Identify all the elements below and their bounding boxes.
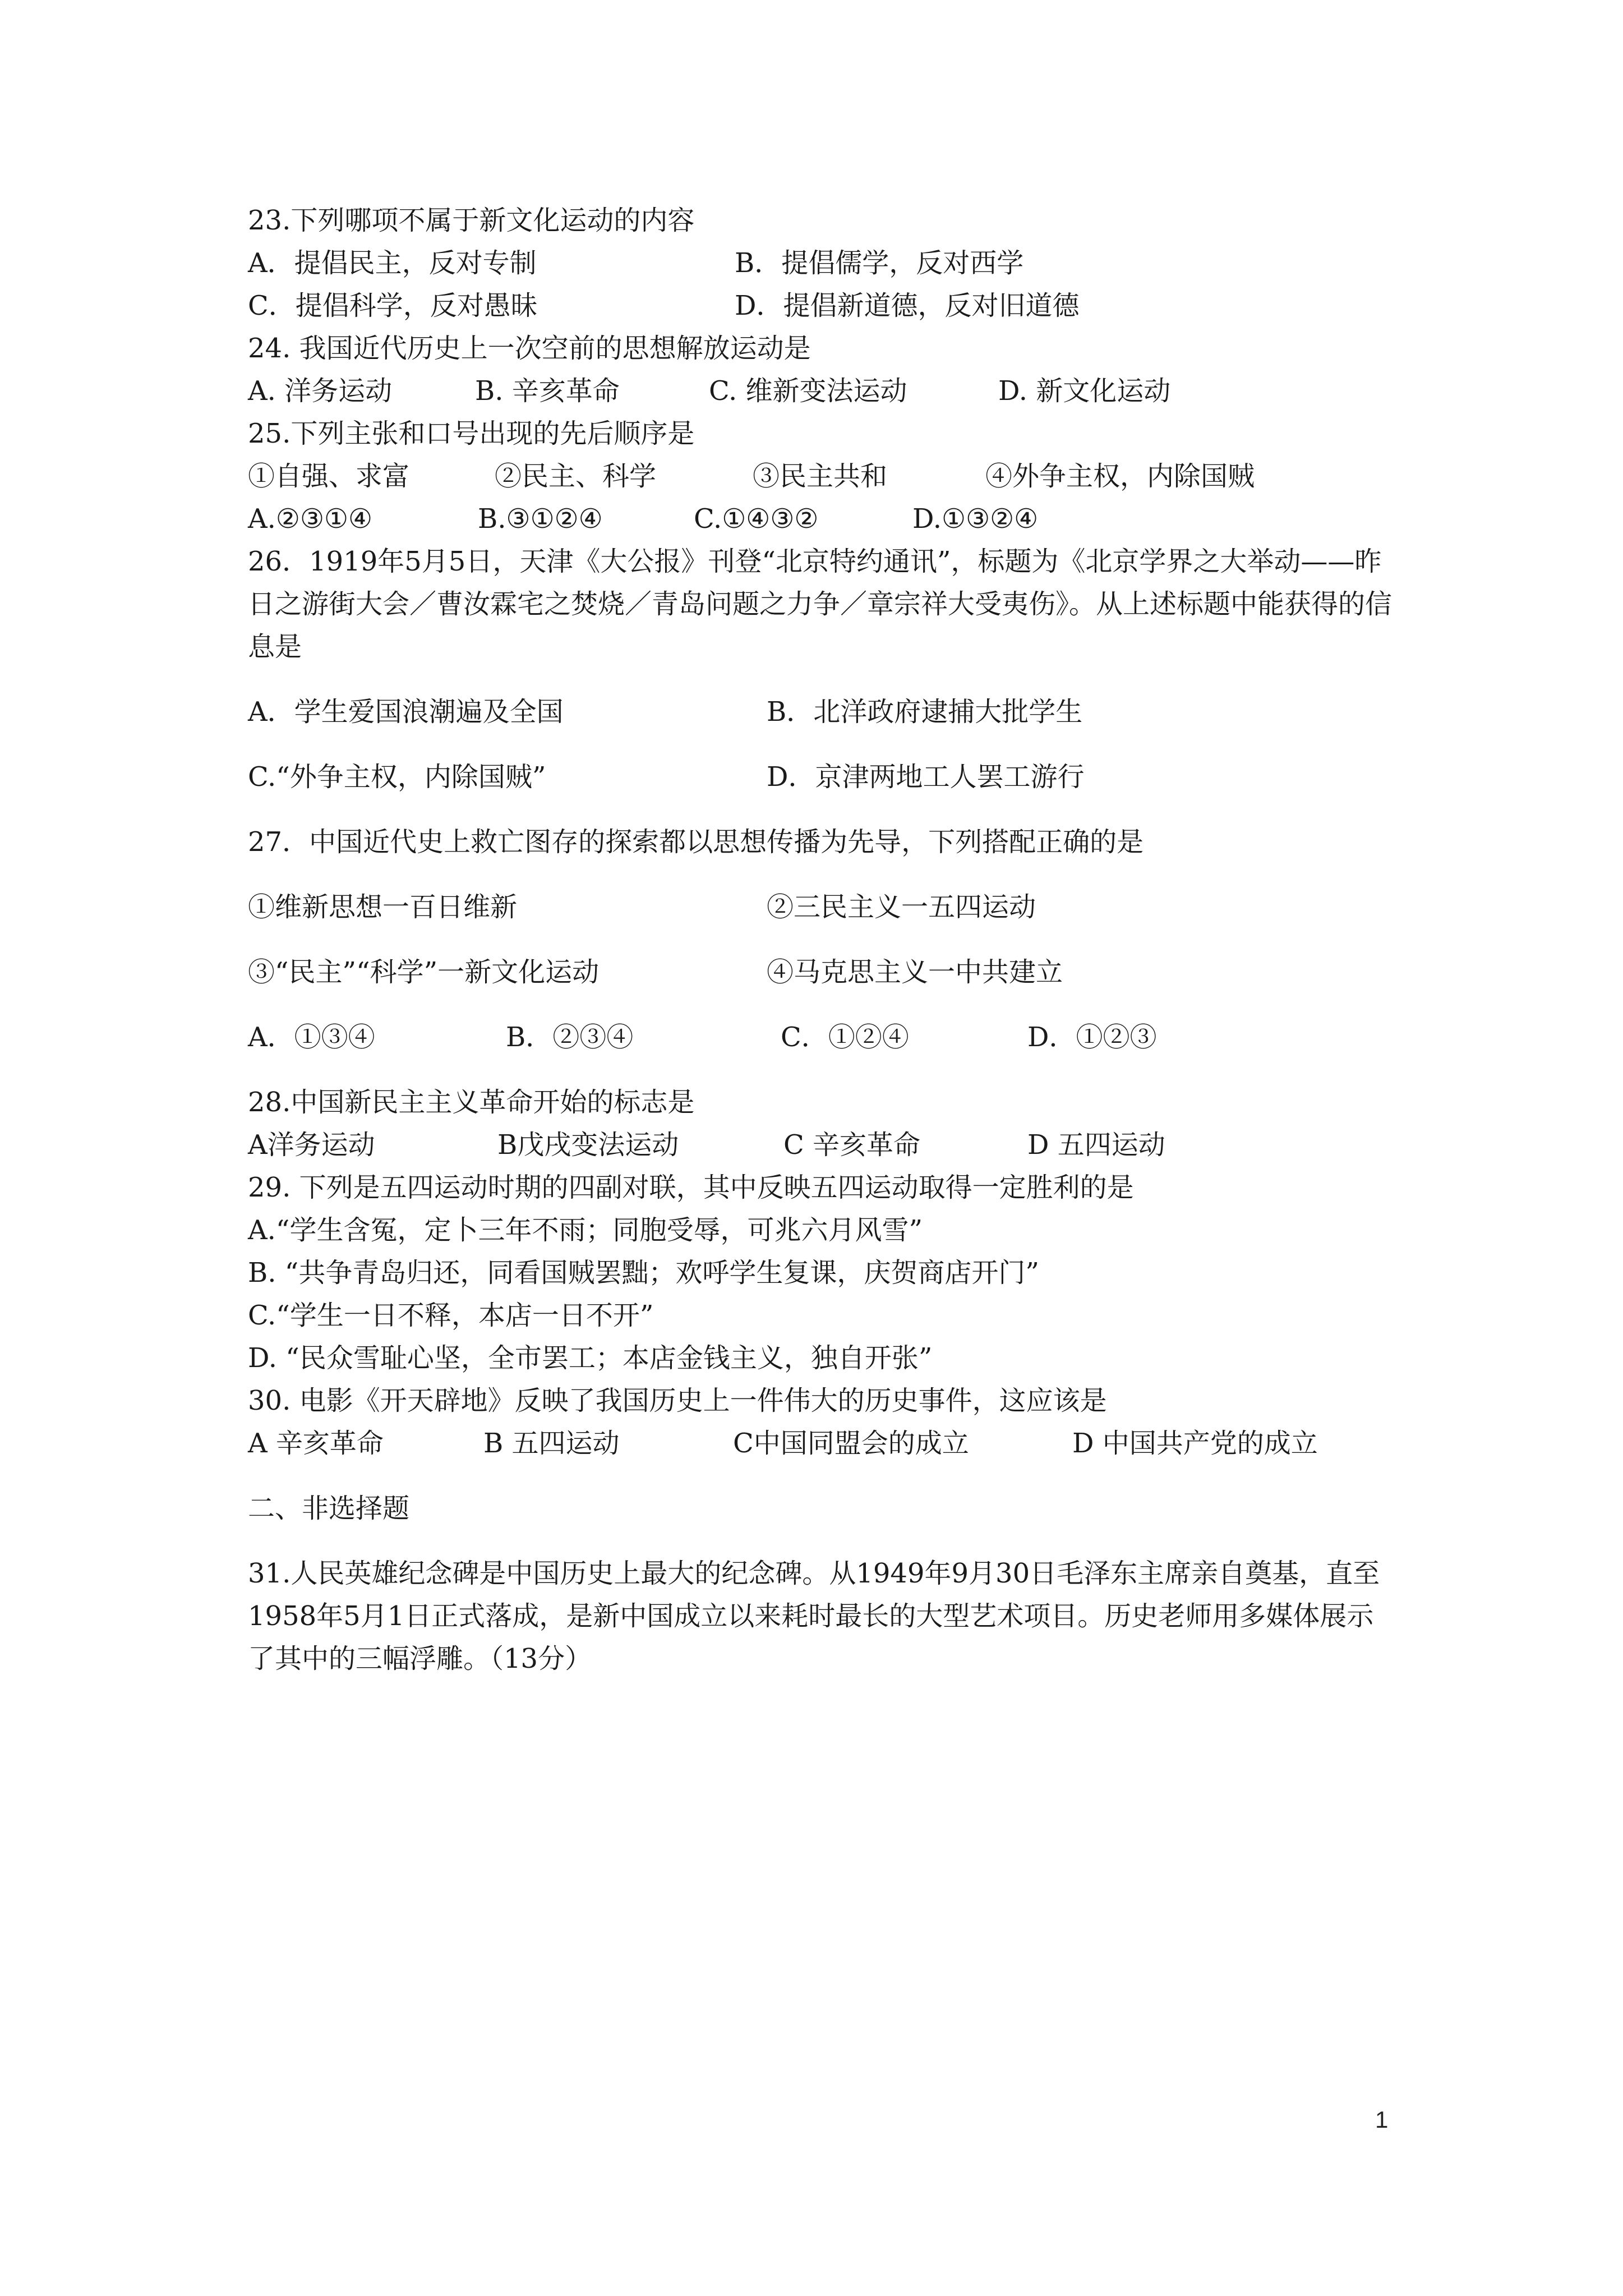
q25-stem: 25.下列主张和口号出现的先后顺序是 xyxy=(248,418,695,449)
q23-stem: 23.下列哪项不属于新文化运动的内容 xyxy=(248,205,695,236)
q27-option-c: C．①②④ xyxy=(781,1022,909,1053)
q30-option-d: D 中国共产党的成立 xyxy=(1072,1428,1318,1459)
q28-option-a: A洋务运动 xyxy=(248,1129,375,1161)
q24-option-a: A. 洋务运动 xyxy=(248,375,393,407)
q24-options xyxy=(248,370,1398,412)
page-number: 1 xyxy=(1375,2106,1389,2133)
q23-option-b: B．提倡儒学，反对西学 xyxy=(735,247,1024,279)
q29-stem: 29. 下列是五四运动时期的四副对联，其中反映五四运动取得一定胜利的是 xyxy=(248,1172,1134,1203)
q26-option-a: A．学生爱国浪潮遍及全国 xyxy=(248,696,564,728)
q30-option-a: A 辛亥革命 xyxy=(248,1428,384,1459)
q23-options-row2 xyxy=(248,284,1398,327)
q30-stem: 30. 电影《开天辟地》反映了我国历史上一件伟大的历史事件，这应该是 xyxy=(248,1385,1107,1416)
q27-option-d: D．①②③ xyxy=(1027,1022,1157,1053)
q29-option-d: D. “民众雪耻心坚，全市罢工；本店金钱主义，独自开张” xyxy=(248,1342,933,1374)
q30-option-c: C中国同盟会的成立 xyxy=(733,1428,969,1459)
q29-option-c: C.“学生一日不释，本店一日不开” xyxy=(248,1300,654,1331)
q24-option-d: D. 新文化运动 xyxy=(998,375,1171,407)
q25-item-2: ②民主、科学 xyxy=(495,461,657,492)
q28-options xyxy=(248,1124,1398,1166)
q28-stem: 28.中国新民主主义革命开始的标志是 xyxy=(248,1087,695,1118)
q27-options xyxy=(248,1016,1398,1059)
q24-option-b: B. 辛亥革命 xyxy=(475,375,620,407)
q29-option-a: A.“学生含冤，定卜三年不雨；同胞受辱，可兆六月风雪” xyxy=(248,1214,923,1246)
q27-item-2: ②三民主义一五四运动 xyxy=(767,891,1036,923)
q25-items xyxy=(248,455,1398,498)
q25-option-b: B.③①②④ xyxy=(478,503,603,535)
q26-option-b: B．北洋政府逮捕大批学生 xyxy=(767,696,1083,728)
q27-items-row1 xyxy=(248,886,1398,928)
q31-stem: 31.人民英雄纪念碑是中国历史上最大的纪念碑。从1949年9月30日毛泽东主席亲自奠基，直至1958年5月1日正式落成，是新中国成立以来耗时最长的大型艺术项目。历史老师用多媒体展示了其中的三幅浮雕。（13分） xyxy=(248,1558,1380,1674)
q27-item-1: ①维新思想一百日维新 xyxy=(248,891,518,923)
q26-option-c: C.“外争主权，内除国贼” xyxy=(248,761,546,793)
q28-option-c: C 辛亥革命 xyxy=(783,1129,920,1161)
q27-stem: 27．中国近代史上救亡图存的探索都以思想传播为先导，下列搭配正确的是 xyxy=(248,826,1144,858)
q25-option-d: D.①③②④ xyxy=(912,503,1039,535)
q23-option-a: A．提倡民主，反对专制 xyxy=(248,247,537,279)
page-content xyxy=(248,199,1398,1680)
q30-options xyxy=(248,1422,1398,1465)
q29-option-b: B. “共争青岛归还，同看国贼罢黜；欢呼学生复课，庆贺商店开门” xyxy=(248,1257,1039,1289)
q25-option-c: C.①④③② xyxy=(694,503,819,535)
q27-option-b: B．②③④ xyxy=(506,1022,634,1053)
q25-option-a: A.②③①④ xyxy=(248,503,373,535)
q23-option-c: C．提倡科学，反对愚昧 xyxy=(248,290,538,321)
q27-option-a: A．①③④ xyxy=(248,1022,375,1053)
q23-options-row1 xyxy=(248,242,1398,284)
q24-stem: 24. 我国近代历史上一次空前的思想解放运动是 xyxy=(248,333,811,364)
q27-item-4: ④马克思主义一中共建立 xyxy=(767,956,1063,988)
q25-item-3: ③民主共和 xyxy=(753,461,888,492)
q23-option-d: D．提倡新道德，反对旧道德 xyxy=(735,290,1080,321)
q28-option-b: B戊戌变法运动 xyxy=(497,1129,679,1161)
q26-option-d: D．京津两地工人罢工游行 xyxy=(767,761,1085,793)
q25-item-1: ①自强、求富 xyxy=(248,461,410,492)
q27-item-3: ③“民主”“科学”一新文化运动 xyxy=(248,956,600,988)
q25-options xyxy=(248,498,1398,540)
q26-options-row2 xyxy=(248,756,1398,798)
q26-options-row1 xyxy=(248,691,1398,733)
q27-items-row2 xyxy=(248,951,1398,993)
q25-item-4: ④外争主权，内除国贼 xyxy=(985,461,1255,492)
q28-option-d: D 五四运动 xyxy=(1027,1129,1165,1161)
section-heading: 二、非选择题 xyxy=(248,1493,410,1524)
q26-stem: 26．1919年5月5日，天津《大公报》刊登“北京特约通讯”，标题为《北京学界之大举动——昨日之游街大会／曹汝霖宅之焚烧／青岛问题之力争／章宗祥大受夷伤》。从上述标题中能获得的信息是 xyxy=(248,546,1393,662)
q30-option-b: B 五四运动 xyxy=(483,1428,620,1459)
q24-option-c: C. 维新变法运动 xyxy=(709,375,907,407)
